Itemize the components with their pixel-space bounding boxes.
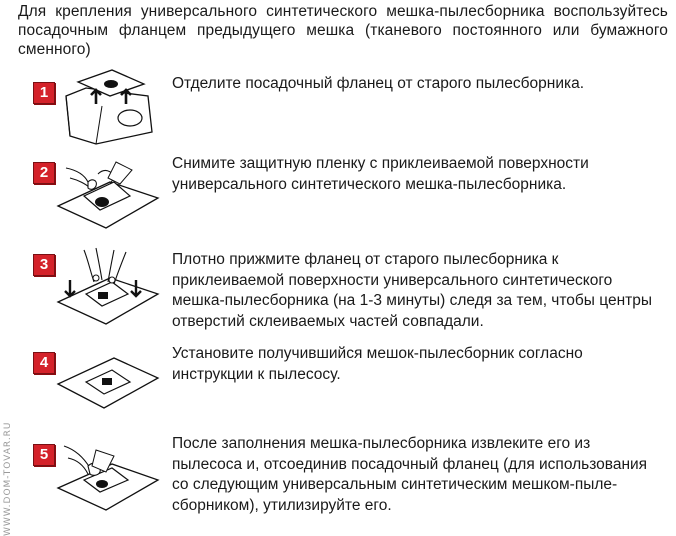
watermark: WWW.DOM-TOVAR.RU [3, 421, 13, 536]
step-1-text: Отделите посадочный фланец от старого пылесборника. [172, 75, 585, 92]
step-number-badge: 5 [33, 444, 55, 466]
step-3-text: Плотно прижмите фланец от старого пылесборника к приклеиваемой поверхности универсального синтетического мешка-пылесборника (на 1-3 минуты) следя за тем, чтобы центры отверстий склеиваемых частей совпадали. [172, 251, 652, 330]
step-2-illustration [56, 148, 160, 232]
intro-paragraph: Для крепления универсального синтетического мешка-пылесборника воспользуйтесь посадочным фланцем предыдущего мешка (тканевого постоянного или бумажного сменного) [18, 3, 668, 58]
step-1-illustration [56, 62, 160, 146]
step-number-badge: 1 [33, 82, 55, 104]
step-5-text: После заполнения мешка-пылесборника извлеките его из пылесоса и, отсоединив посадочный фланец (для использования со следующим универсальным синтетическим мешком-пыле-сборником), утилизируйте его. [172, 435, 648, 514]
step-4-illustration [56, 344, 160, 428]
step-number-badge: 4 [33, 352, 55, 374]
step-number-badge: 2 [33, 162, 55, 184]
step-number-badge: 3 [33, 254, 55, 276]
step-2-text: Снимите защитную пленку с приклеиваемой поверхности универсального синтетического мешка-пылесборника. [172, 155, 589, 193]
step-4-text: Установите получившийся мешок-пылесборник согласно инструкции к пылесосу. [172, 345, 583, 383]
step-5-illustration [56, 430, 160, 514]
step-3-illustration [56, 242, 160, 326]
